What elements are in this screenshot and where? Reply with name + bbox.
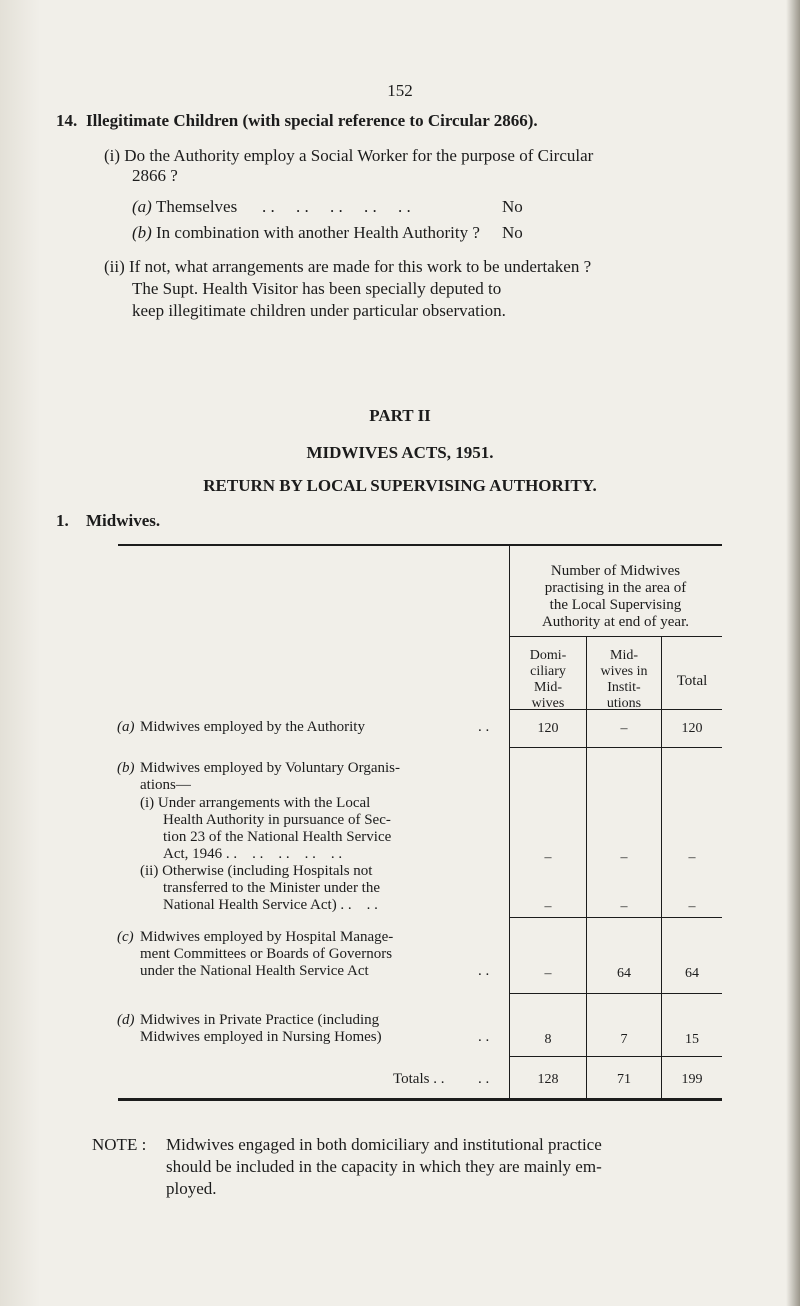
row-c-line: ment Committees or Boards of Governors (140, 946, 393, 962)
row-d-label: (d) (117, 1012, 135, 1028)
row-b-line: Midwives employed by Voluntary Organis- (140, 760, 400, 776)
option-b-answer: No (502, 223, 523, 242)
note-label: NOTE : (92, 1135, 147, 1154)
row-d-domiciliary: 8 (544, 1032, 552, 1047)
table-hline-header (509, 636, 722, 637)
col-header-line: Mid- (610, 648, 638, 663)
col-header-line: Domi- (529, 648, 567, 663)
totals-domiciliary: 128 (537, 1072, 559, 1087)
row-b-label: (b) (117, 760, 135, 776)
totals-label: Totals . . (393, 1071, 445, 1087)
row-d-leaders: . . (478, 1029, 490, 1045)
row-c-institutions: 64 (617, 966, 631, 981)
table-hline-row-b (509, 917, 722, 918)
page-right-shadow (786, 0, 800, 1306)
row-b-ii-line: (ii) Otherwise (including Hospitals not (140, 863, 373, 879)
row-d-total: 15 (685, 1032, 699, 1047)
table-hline-row-c (509, 993, 722, 994)
row-b-i-institutions: – (620, 850, 628, 865)
note-line: ployed. (166, 1179, 217, 1198)
row-b-i-line: Health Authority in pursuance of Sec- (163, 812, 391, 828)
row-a-leaders: . . (478, 719, 490, 735)
row-c-label: (c) (117, 929, 134, 945)
option-a-text: Themselves (156, 197, 238, 216)
note-line: should be included in the capacity in which they are mainly em- (166, 1157, 602, 1176)
table-end-rule (118, 1098, 722, 1101)
col-header-line: wives (531, 696, 565, 711)
page-left-shadow (0, 0, 40, 1306)
totals-institutions: 71 (617, 1072, 631, 1087)
totals-leaders: . . (478, 1071, 490, 1087)
row-b-ii-line: transferred to the Minister under the (163, 880, 381, 896)
row-a-institutions: – (620, 721, 628, 736)
row-b-ii-domiciliary: – (544, 899, 552, 914)
row-c-total: 64 (685, 966, 699, 981)
option-b-text: In combination with another Health Authority ? (156, 223, 480, 242)
section-14-title: Illegitimate Children (with special reference to Circular 2866). (86, 111, 538, 130)
row-b-i-line: Act, 1946 . . . . . . . . . . (163, 846, 343, 862)
row-b-line: ations— (140, 777, 191, 793)
row-c-line: under the National Health Service Act (140, 963, 369, 979)
row-b-ii-institutions: – (620, 899, 628, 914)
page-number: 152 (387, 81, 413, 100)
note-line: Midwives engaged in both domiciliary and institutional practice (166, 1135, 602, 1154)
row-d-line: Midwives in Private Practice (including (140, 1012, 380, 1028)
totals-total: 199 (681, 1072, 703, 1087)
act-heading: MIDWIVES ACTS, 1951. (306, 443, 494, 462)
col-header-line: utions (606, 696, 642, 711)
option-a-leaders: . . . . . . . . . . (262, 197, 411, 216)
row-b-ii-total: – (688, 899, 696, 914)
return-heading: RETURN BY LOCAL SUPERVISING AUTHORITY. (203, 476, 597, 495)
col-header-line: Instit- (607, 680, 641, 695)
question-2-answer-line-2: keep illegitimate children under particular observation. (132, 301, 506, 320)
row-c-domiciliary: – (544, 966, 552, 981)
table-section-title: Midwives. (86, 511, 161, 530)
question-2-answer-line-1: The Supt. Health Visitor has been specially deputed to (132, 279, 502, 298)
row-b-i-line: (i) Under arrangements with the Local (140, 795, 371, 811)
option-a-label: (a) (132, 197, 152, 216)
row-b-ii-line: National Health Service Act) . . . . (163, 897, 378, 913)
row-b-i-total: – (688, 850, 696, 865)
group-header-line: the Local Supervising (549, 597, 682, 613)
option-b-label: (b) (132, 223, 152, 242)
row-a-domiciliary: 120 (537, 721, 559, 736)
group-header-line: Number of Midwives (550, 563, 681, 579)
table-hline-row-a (509, 747, 722, 748)
col-header-line: Mid- (534, 680, 562, 695)
table-hline-row-d (509, 1056, 722, 1057)
section-14-number: 14. (56, 111, 78, 130)
group-header-line: practising in the area of (544, 580, 687, 596)
col-header-line: ciliary (530, 664, 566, 679)
row-c-leaders: . . (478, 963, 490, 979)
row-c-line: Midwives employed by Hospital Manage- (140, 929, 394, 945)
table-top-rule (118, 544, 722, 546)
row-b-i-line: tion 23 of the National Health Service (163, 829, 392, 845)
question-1: (i) Do the Authority employ a Social Worker for the purpose of Circular (104, 146, 594, 165)
group-header (509, 563, 722, 631)
row-a-total: 120 (681, 721, 703, 736)
row-b-i-domiciliary: – (544, 850, 552, 865)
table-vline-right (661, 637, 662, 1098)
row-a-text: Midwives employed by the Authority (140, 719, 365, 735)
col-header-institutions (587, 648, 661, 712)
table-section-number: 1. (56, 511, 69, 530)
part-heading: PART II (369, 406, 431, 425)
col-header-total: Total (676, 673, 708, 689)
row-d-institutions: 7 (620, 1032, 628, 1047)
col-header-line: wives in (600, 664, 648, 679)
option-a-answer: No (502, 197, 523, 216)
group-header-line: Authority at end of year. (541, 614, 690, 630)
row-d-line: Midwives employed in Nursing Homes) (140, 1029, 382, 1045)
question-2: (ii) If not, what arrangements are made for this work to be undertaken ? (104, 257, 592, 276)
col-header-domiciliary (510, 648, 586, 712)
row-a-label: (a) (117, 719, 135, 735)
question-1-cont: 2866 ? (132, 166, 178, 185)
